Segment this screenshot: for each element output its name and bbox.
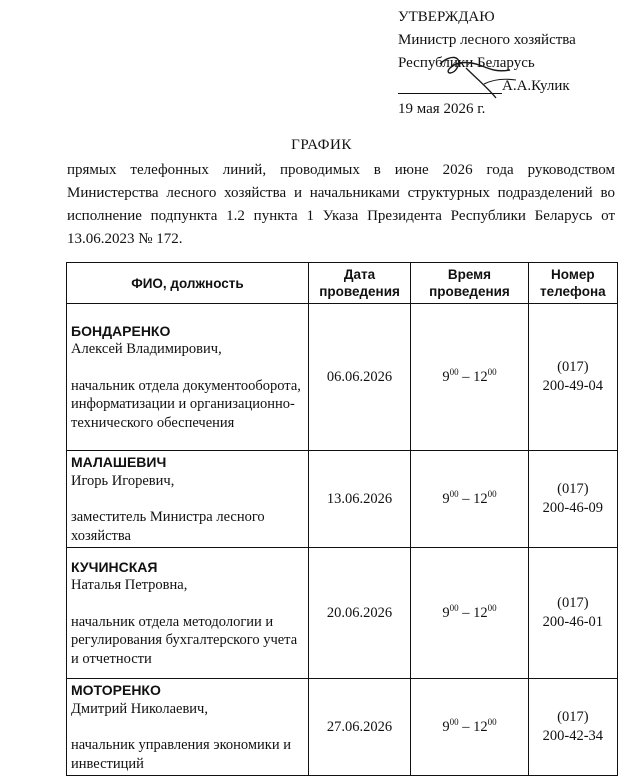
header-date: Дата проведения: [308, 263, 410, 304]
phone-number: 200-49-04: [542, 378, 604, 394]
time-cell: $9^{00} - 12^{00}$: [411, 679, 528, 776]
approver-position-line2: Республики Беларусь: [398, 55, 535, 71]
signatory-name: А.А.Кулик: [502, 78, 570, 94]
table-row: [67, 304, 618, 451]
phone-code: (017): [557, 709, 589, 725]
surname: КУЧИНСКАЯ: [71, 558, 158, 575]
phone-cell: [528, 679, 617, 776]
time-cell: $9^{00} - 12^{00}$: [411, 548, 528, 679]
phone-number: 200-42-34: [542, 728, 604, 744]
surname: МАЛАШЕВИЧ: [71, 454, 167, 470]
date-cell: 27.06.2026: [308, 679, 410, 776]
header-name: ФИО, должность: [67, 263, 309, 304]
given-names: Дмитрий Николаевич,: [71, 700, 208, 717]
name-cell: [67, 548, 309, 679]
table-row: [67, 679, 618, 776]
given-names: Алексей Владимирович,: [71, 341, 222, 358]
date-cell: 13.06.2026: [308, 451, 410, 548]
table-row: [67, 548, 618, 679]
schedule-table: [66, 262, 618, 776]
position-title: заместитель Министра лесного хозяйства: [71, 509, 265, 544]
name-cell: [67, 304, 309, 451]
surname: БОНДАРЕНКО: [71, 322, 171, 339]
time-cell: $9^{00} - 12^{00}$: [411, 451, 528, 548]
phone-cell: [528, 548, 617, 679]
given-names: Игорь Игоревич,: [71, 472, 175, 489]
document-title: ГРАФИК: [291, 137, 352, 153]
header-time: Время проведения: [411, 263, 528, 304]
name-cell: [67, 679, 309, 776]
date-cell: 06.06.2026: [308, 304, 410, 451]
approver-position-line1: Министр лесного хозяйства: [398, 32, 576, 48]
phone-code: (017): [557, 359, 589, 375]
phone-code: (017): [557, 595, 589, 611]
phone-code: (017): [557, 481, 589, 497]
approval-date: 19 мая 2026 г.: [398, 101, 486, 117]
surname: МОТОРЕНКО: [71, 682, 161, 698]
phone-cell: [528, 304, 617, 451]
header-phone: Номер телефона: [528, 263, 617, 304]
name-cell: [67, 451, 309, 548]
approve-heading: УТВЕРЖДАЮ: [398, 9, 495, 25]
position-title: начальник отдела документооборота, информатизации и организационно-технического обеспечения: [71, 377, 301, 431]
date-cell: 20.06.2026: [308, 548, 410, 679]
position-title: начальник отдела методологии и регулирования бухгалтерского учета и отчетности: [71, 613, 298, 667]
phone-cell: [528, 451, 617, 548]
document-intro: прямых телефонных линий, проводимых в июне 2026 года руководством Министерства лесного хозяйства и начальниками структурных подразделений во исполнение подпункта 1.2 пункта 1 Указа Президента Республики Беларусь от 13.06.2023 № 172.: [67, 162, 615, 247]
table-header-row: [67, 263, 618, 304]
position-title: начальник управления экономики и инвестиций: [71, 737, 291, 772]
table-row: [67, 451, 618, 548]
phone-number: 200-46-01: [542, 614, 604, 630]
given-names: Наталья Петровна,: [71, 577, 188, 594]
handwritten-signature: [436, 48, 526, 104]
phone-number: 200-46-09: [542, 500, 604, 516]
time-cell: $9^{00} - 12^{00}$: [411, 304, 528, 451]
